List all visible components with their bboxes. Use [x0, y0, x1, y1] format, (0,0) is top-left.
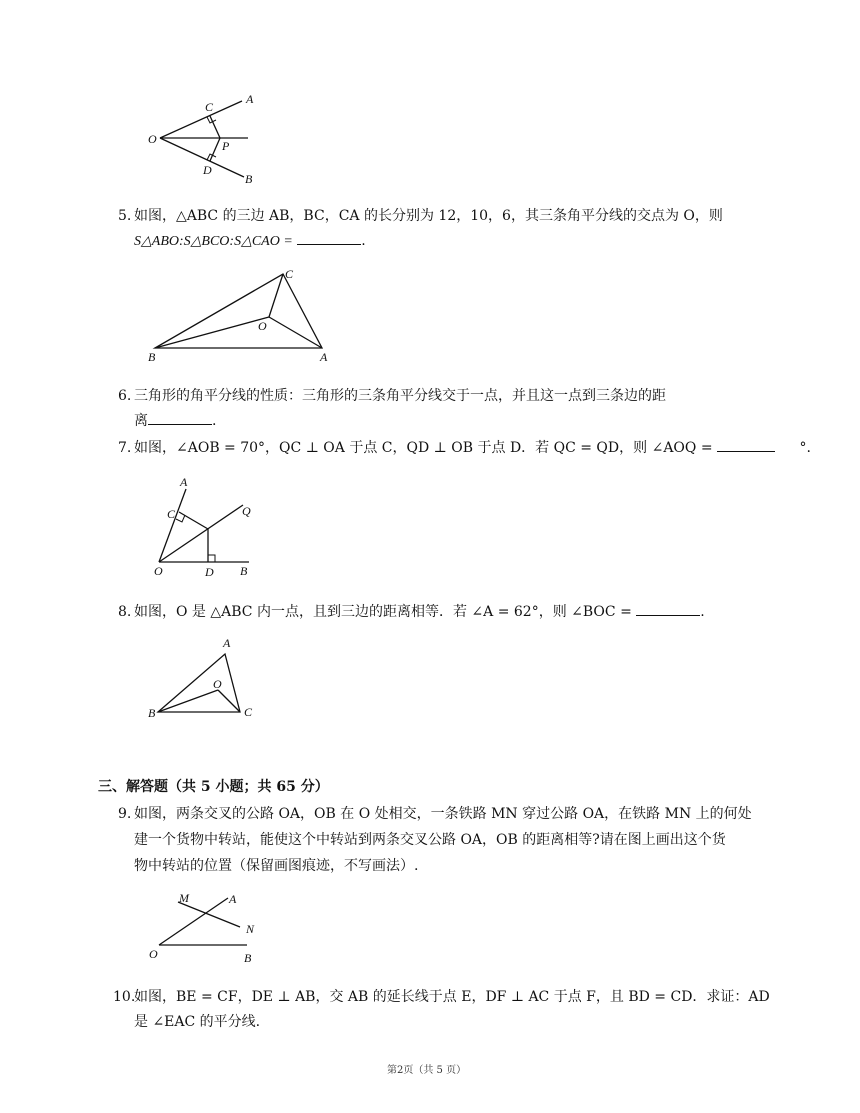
question-8-end: .: [700, 604, 705, 620]
fig3-label: O: [154, 564, 163, 578]
fig1-label: B: [245, 172, 253, 186]
question-6-number: 6.: [118, 388, 132, 404]
fig2-label: O: [258, 319, 267, 333]
fig1-label: D: [203, 163, 212, 177]
question-10-line1: 如图，BE = CF，DE ⊥ AB，交 AB 的延长线于点 E，DF ⊥ AC 于点 F，且 BD = CD．求证：AD: [134, 989, 770, 1005]
fig2-label: C: [285, 267, 294, 281]
fig4-label: O: [213, 677, 222, 691]
question-5-text: 如图，△ABC 的三边 AB，BC，CA 的长分别为 12，10，6，其三条角平分线的交点为 O，则: [134, 208, 723, 224]
question-6-text: 三角形的角平分线的性质：三角形的三条角平分线交于一点，并且这一点到三条边的距: [134, 388, 666, 404]
fig4-label: B: [148, 706, 156, 720]
fig2-label: A: [320, 350, 328, 364]
fig5-label: M: [179, 891, 189, 905]
question-7-end: °.: [799, 440, 811, 456]
question-9-line2: 建一个货物中转站，能使这个中转站到两条交叉公路 OA，OB 的距离相等?请在图上画出这个货: [134, 832, 726, 848]
question-6-end: .: [212, 413, 217, 429]
question-10-number: 10.: [113, 989, 136, 1005]
area-ratio-formula: S△ABO:S△BCO:S△CAO =: [134, 234, 293, 249]
fig3-label: B: [240, 564, 248, 578]
fig4-label: C: [244, 705, 253, 719]
fig2-label: B: [148, 350, 156, 364]
section-3-heading: 三、解答题（共 5 小题；共 65 分）: [98, 779, 329, 795]
question-9-number: 9.: [118, 806, 132, 822]
question-5-number: 5.: [118, 208, 132, 224]
question-5-end: .: [361, 233, 366, 249]
question-10-line2: 是 ∠EAC 的平分线.: [134, 1014, 261, 1030]
question-6-text2: 离: [134, 413, 148, 429]
fig1-label: O: [148, 132, 157, 146]
fig3-label: D: [205, 565, 214, 579]
question-9-line1: 如图，两条交叉的公路 OA，OB 在 O 处相交，一条铁路 MN 穿过公路 OA，在铁路 MN 上的何处: [134, 806, 752, 822]
fig1-label: C: [205, 100, 214, 114]
question-8-number: 8.: [118, 604, 132, 620]
page-footer: 第2页（共 5 页）: [387, 1065, 467, 1076]
fig3-label: C: [167, 507, 176, 521]
fig4-label: A: [223, 636, 231, 650]
question-8-text: 如图，O 是 △ABC 内一点，且到三边的距离相等．若 ∠A = 62°，则 ∠BOC =: [134, 604, 632, 620]
fig3-label: Q: [242, 504, 251, 518]
fig1-label: P: [222, 139, 230, 153]
question-9-line3: 物中转站的位置（保留画图痕迹，不写画法）.: [134, 858, 419, 874]
fig5-label: O: [149, 947, 158, 961]
fig5-label: B: [244, 951, 252, 965]
question-7-text: 如图，∠AOB = 70°，QC ⊥ OA 于点 C，QD ⊥ OB 于点 D．若 QC = QD，则 ∠AOQ =: [134, 440, 713, 456]
fig5-label: N: [246, 922, 255, 936]
fig3-label: A: [180, 475, 188, 489]
fig5-label: A: [229, 892, 237, 906]
fig1-label: A: [246, 92, 254, 106]
question-7-number: 7.: [118, 440, 132, 456]
